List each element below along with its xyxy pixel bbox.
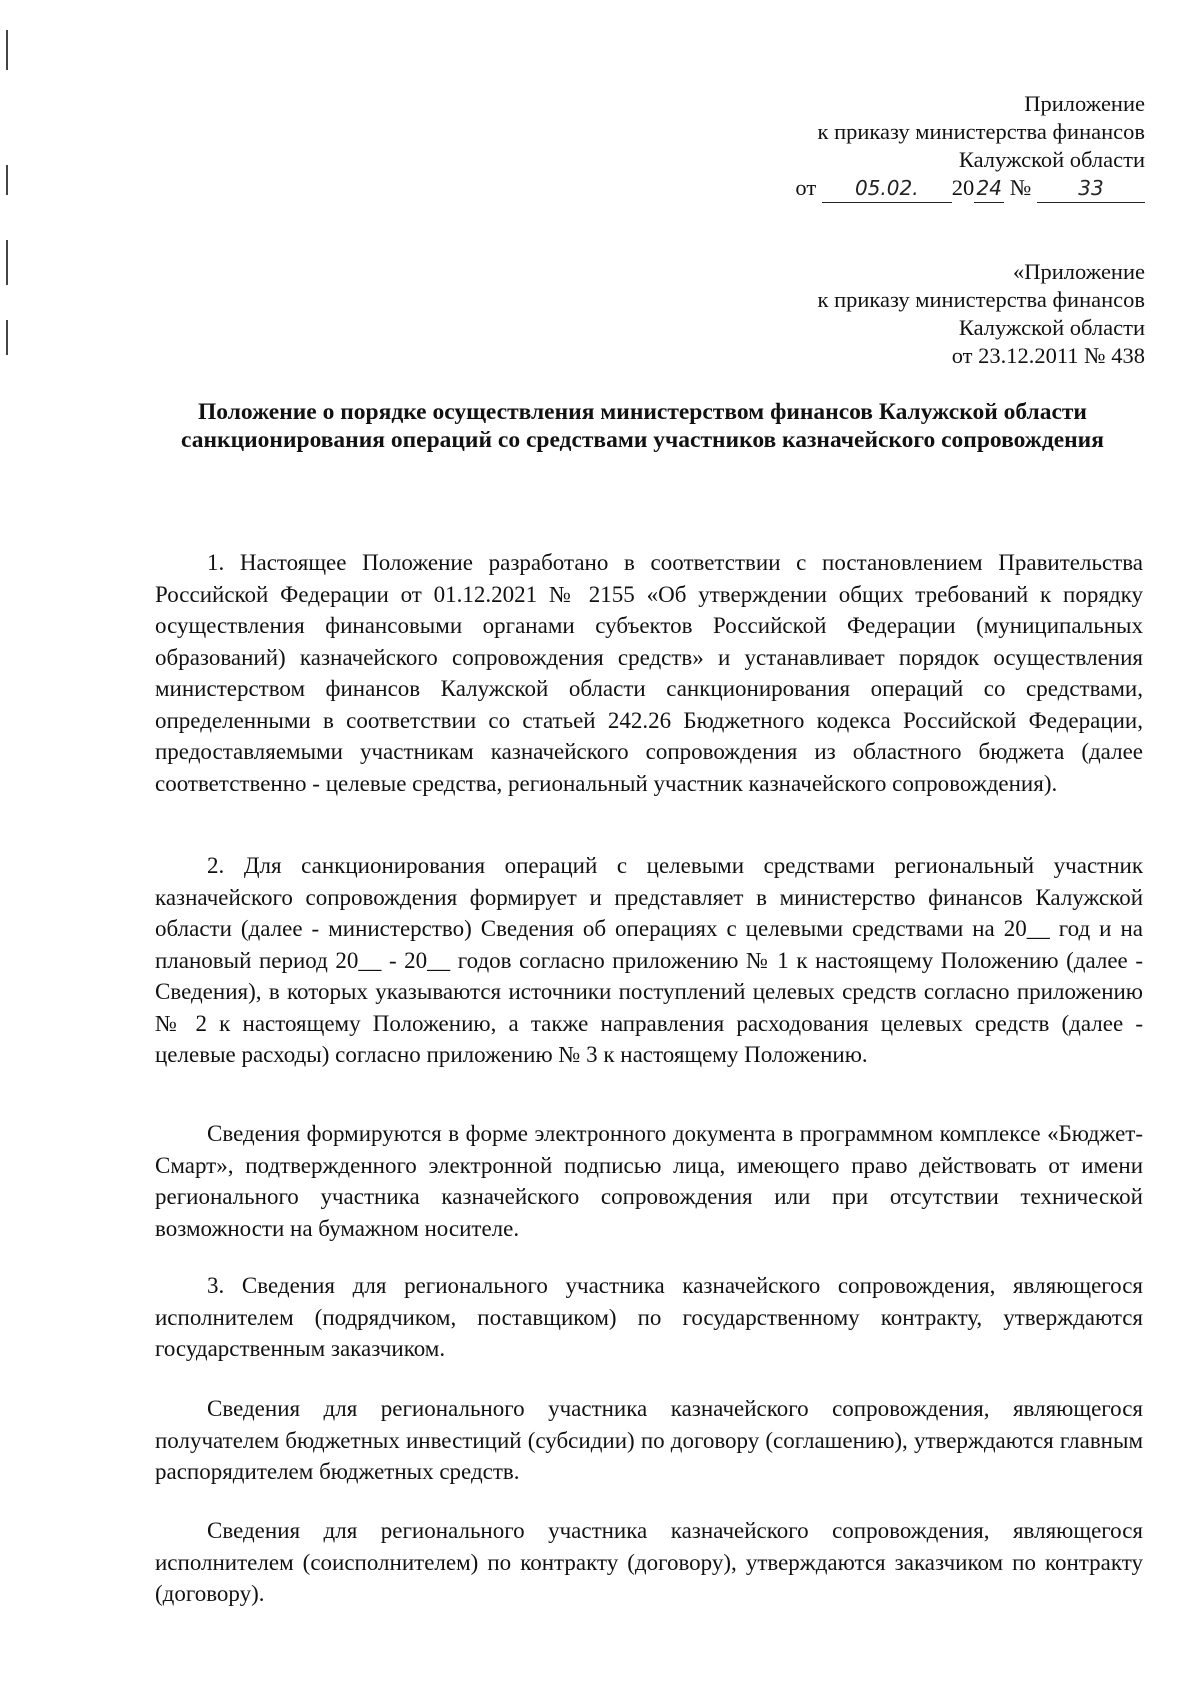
date-prefix: от	[795, 175, 817, 200]
order-header	[795, 90, 1145, 203]
order-date-line	[795, 174, 1145, 203]
handwritten-date: 05.02.	[822, 174, 952, 203]
paragraph-1: 1. Настоящее Положение разработано в соответствии с постановлением Правительства Российской Федерации от 01.12.2021 № 2155 «Об утверждении общих требований к порядку осуществления финансовыми органами субъектов Российской Федерации (муниципальных образований) казначейского сопровождения средств» и устанавливает порядок осуществления министерством финансов Калужской области санкционирования операций со средствами, определенными в соответствии со статьей 242.26 Бюджетного кодекса Российской Федерации, предоставляемыми участникам казначейского сопровождения из областного бюджета (далее соответственно - целевые средства, региональный участник казначейского сопровождения).	[155, 550, 1143, 796]
scan-edge-mark	[6, 165, 8, 195]
number-sign: №	[1009, 175, 1032, 200]
header-line: Калужской области	[958, 315, 1145, 340]
handwritten-year: 24	[974, 174, 1004, 203]
header-line: от 23.12.2011 № 438	[951, 343, 1145, 368]
header-line: Калужской области	[958, 147, 1145, 172]
scan-edge-mark	[6, 240, 8, 285]
scan-edge-mark	[6, 320, 8, 355]
year-prefix: 20	[951, 175, 975, 200]
original-order-header	[818, 258, 1145, 370]
paragraph-3: Сведения формируются в форме электронного документа в программном комплексе «Бюджет-Смарт», подтвержденного электронной подписью лица, имеющего право действовать от имени регионального участника казначейского сопровождения или при отсутствии технической возможности на бумажном носителе.	[155, 1121, 1143, 1241]
paragraph-6: Сведения для регионального участника казначейского сопровождения, являющегося исполнителем (соисполнителем) по контракту (договору), утверждаются заказчиком по контракту (договору).	[155, 1518, 1143, 1606]
document-title: Положение о порядке осуществления министерством финансов Калужской области санкционирования операций со средствами участников казначейского сопровождения	[181, 399, 1104, 453]
paragraph-2: 2. Для санкционирования операций с целевыми средствами региональный участник казначейского сопровождения формирует и представляет в министерство финансов Калужской области (далее - министерство) Сведения об операциях с целевыми средствами на 20__ год и на плановый период 20__ - 20__ годов согласно приложению № 1 к настоящему Положению (далее - Сведения), в которых указываются источники поступлений целевых средств согласно приложению № 2 к настоящему Положению, а также направления расходования целевых средств (далее - целевые расходы) согласно приложению № 3 к настоящему Положению.	[155, 853, 1143, 1067]
header-line: Приложение	[1024, 91, 1145, 116]
scan-edge-mark	[6, 30, 8, 70]
handwritten-number: 33	[1037, 174, 1145, 203]
header-line: к приказу министерства финансов	[817, 119, 1145, 144]
header-line: «Приложение	[1012, 259, 1145, 284]
paragraph-5: Сведения для регионального участника казначейского сопровождения, являющегося получателем бюджетных инвестиций (субсидии) по договору (соглашению), утверждаются главным распорядителем бюджетных средств.	[155, 1396, 1143, 1484]
paragraph-4: 3. Сведения для регионального участника казначейского сопровождения, являющегося исполнителем (подрядчиком, поставщиком) по государственному контракту, утверждаются государственным заказчиком.	[155, 1273, 1143, 1361]
header-line: к приказу министерства финансов	[817, 287, 1145, 312]
